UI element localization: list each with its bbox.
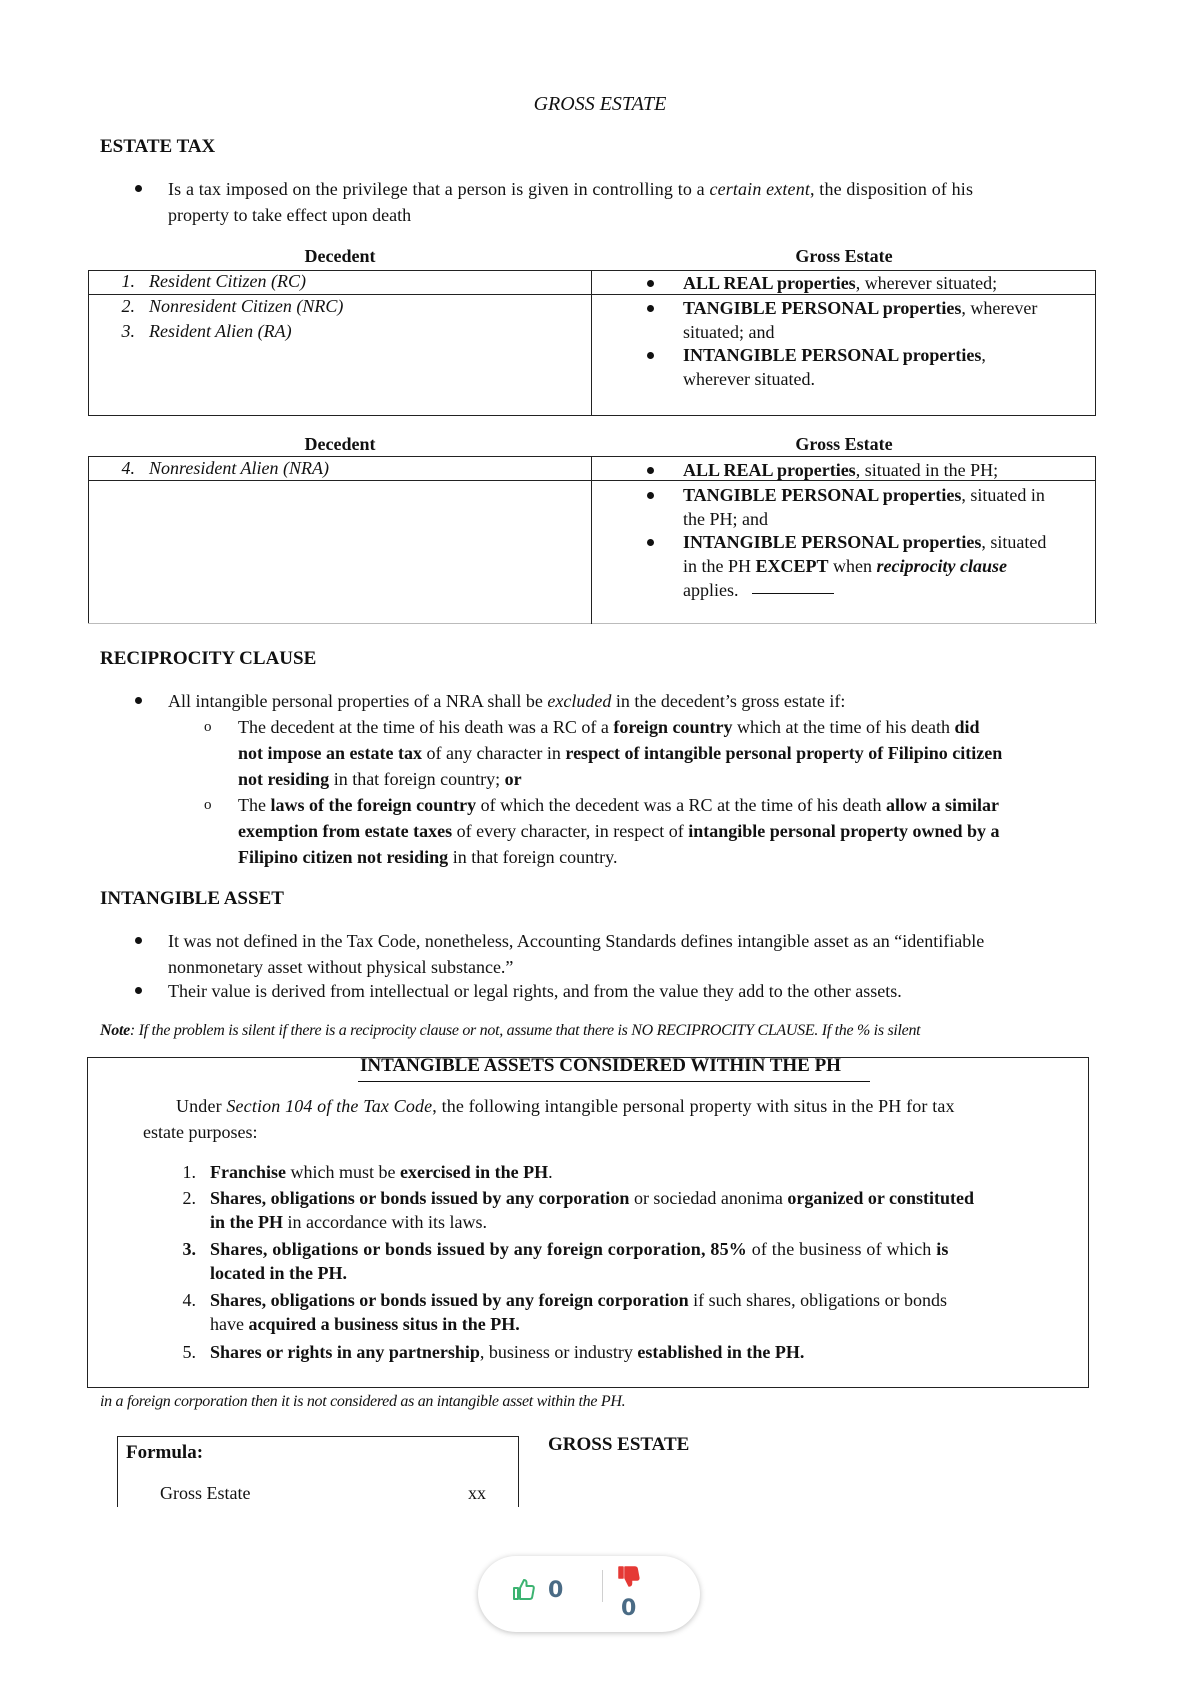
circle-bullet-icon: o	[204, 719, 212, 735]
formula-row-value: xx	[468, 1483, 486, 1503]
reciprocity-condition-1-l3: not residing in that foreign country; or	[238, 769, 522, 789]
note-text-continued: in a foreign corporation then it is not considered as an intangible asset within the PH.	[100, 1393, 626, 1410]
table1-gross-estate-header: Gross Estate	[795, 246, 893, 266]
reciprocity-condition-2-l3: Filipino citizen not residing in that foreign country.	[238, 847, 618, 867]
document-title: GROSS ESTATE	[533, 93, 667, 115]
bullet-icon	[135, 987, 142, 994]
note-text: Note: If the problem is silent if there is a reciprocity clause or not, assume that there is NO RECIPROCITY CLAUSE. If the % is silent	[100, 1022, 921, 1039]
vote-divider	[602, 1570, 603, 1602]
table2-divider	[591, 456, 592, 624]
intangible-definition-cont: nonmonetary asset without physical substance.”	[168, 957, 514, 977]
underline-rule	[752, 593, 834, 594]
estate-tax-definition: Is a tax imposed on the privilege that a person is given in controlling to a certain extent, the disposition of his	[168, 179, 974, 199]
bullet-icon	[647, 352, 654, 359]
thumbs-up-icon	[512, 1578, 536, 1602]
table2-bottom	[88, 623, 1097, 624]
reciprocity-bullet: All intangible personal properties of a NRA shall be excluded in the decedent’s gross estate if:	[168, 691, 846, 711]
thumbs-down-button[interactable]	[617, 1564, 641, 1593]
reciprocity-condition-1-l2: not impose an estate tax of any character in respect of intangible personal property of Filipino citizen	[238, 743, 1003, 763]
within-ph-item-2: 2. Shares, obligations or bonds issued by any corporation or sociedad anonima organized or constituted in the PH in accordance with its laws.	[182, 1188, 975, 1232]
table1-divider	[591, 270, 592, 416]
bullet-icon	[647, 492, 654, 499]
gross-estate-side-heading: GROSS ESTATE	[548, 1434, 690, 1455]
bullet-icon	[135, 697, 142, 704]
reciprocity-condition-2: The laws of the foreign country of which the decedent was a RC at the time of his death allow a similar	[238, 795, 1000, 815]
intangible-definition: It was not defined in the Tax Code, nonetheless, Accounting Standards defines intangible asset as an “identifiable	[168, 931, 985, 951]
intangible-value: Their value is derived from intellectual or legal rights, and from the value they add to the other assets.	[168, 981, 902, 1001]
within-ph-heading: INTANGIBLE ASSETS CONSIDERED WITHIN THE PH	[360, 1055, 841, 1076]
bullet-icon	[647, 280, 654, 287]
downvote-count: 0	[621, 1596, 637, 1621]
bullet-icon	[135, 185, 142, 192]
within-ph-intro: Under Section 104 of the Tax Code, the following intangible personal property with situs in the PH for tax	[176, 1096, 955, 1116]
formula-label: Formula:	[126, 1442, 204, 1463]
circle-bullet-icon: o	[204, 797, 212, 813]
table1-decedent-header: Decedent	[304, 246, 376, 266]
thumbs-down-icon	[617, 1564, 641, 1588]
within-ph-item-3: 3. Shares, obligations or bonds issued by any foreign corporation, 85% of the business of which is located in the PH.	[182, 1239, 949, 1283]
bullet-icon	[135, 937, 142, 944]
formula-row-label: Gross Estate	[160, 1483, 251, 1503]
t1-tangible-properties: TANGIBLE PERSONAL properties, wherever situated; and	[647, 296, 1097, 346]
intangible-asset-heading: INTANGIBLE ASSET	[100, 888, 284, 909]
within-ph-item-4: 4. Shares, obligations or bonds issued by any foreign corporation if such shares, obligations or bonds have acquired a business situs in the PH.	[182, 1290, 948, 1334]
thumbs-up-button[interactable]	[512, 1578, 536, 1607]
t2-tangible-properties: TANGIBLE PERSONAL properties, situated in the PH; and	[647, 483, 1107, 533]
vote-widget	[478, 1556, 700, 1632]
within-ph-intro-cont: estate purposes:	[143, 1122, 258, 1142]
table2-decedent-header: Decedent	[304, 434, 376, 454]
reciprocity-heading: RECIPROCITY CLAUSE	[100, 648, 317, 669]
reciprocity-condition-2-l2: exemption from estate taxes of every character, in respect of intangible personal property owned by a	[238, 821, 1000, 841]
t2-intangible-properties: INTANGIBLE PERSONAL properties, situated in the PH EXCEPT when reciprocity clause applies.	[647, 530, 1107, 606]
reciprocity-condition-1: The decedent at the time of his death was a RC of a foreign country which at the time of his death did	[238, 717, 980, 737]
estate-tax-definition-cont: property to take effect upon death	[168, 205, 412, 225]
table2-gross-estate-header: Gross Estate	[795, 434, 893, 454]
bullet-icon	[647, 539, 654, 546]
bullet-icon	[647, 305, 654, 312]
upvote-count: 0	[548, 1578, 564, 1603]
t1-intangible-properties: INTANGIBLE PERSONAL properties, wherever situated.	[647, 343, 1097, 393]
bullet-icon	[647, 467, 654, 474]
estate-tax-heading: ESTATE TAX	[100, 136, 216, 157]
heading-underline	[358, 1081, 870, 1082]
